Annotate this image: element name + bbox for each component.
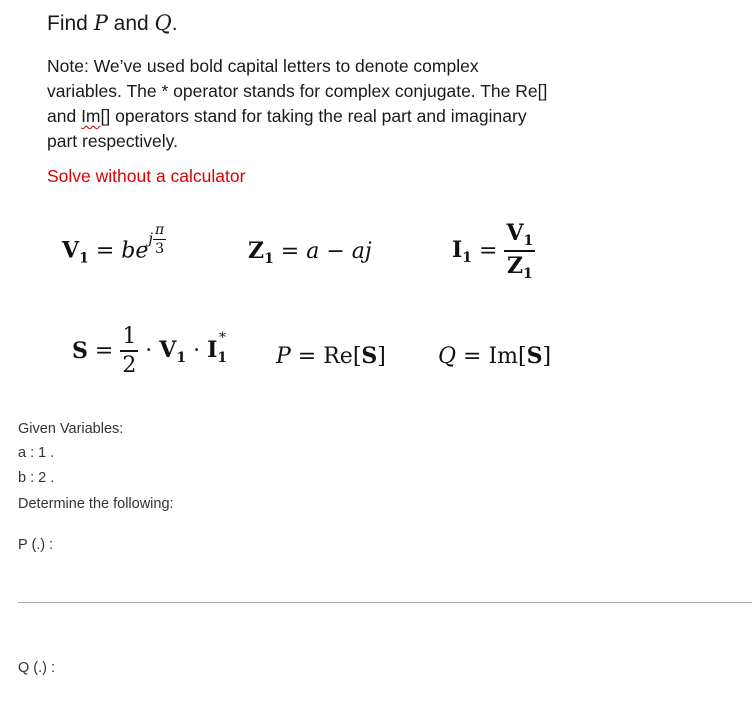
problem-title (47, 11, 178, 36)
determine-heading: Determine the following: (18, 496, 174, 512)
v1-exp-j: j (148, 229, 154, 248)
i1-den-sub: 1 (523, 266, 533, 282)
s-frac-den: 2 (122, 353, 137, 378)
note-line-3-post: operators stand for taking the real part and imaginary (110, 106, 527, 126)
z1-lhs-sub: 1 (264, 251, 274, 267)
given-b: b : 2 . (18, 470, 55, 486)
note-line-2: variables. The * operator stands for complex conjugate. The Re[] (47, 81, 548, 101)
z1-eq: = (273, 239, 307, 264)
z1-rhs: a − aj (306, 239, 372, 264)
v1-lhs: V (62, 237, 80, 264)
z1-lhs: Z (248, 238, 265, 264)
i1-num-sub: 1 (523, 233, 534, 249)
answer-p-label: P (.) : (18, 537, 54, 553)
title-q: Q (154, 11, 172, 35)
equation-i1 (452, 220, 535, 282)
equation-v1 (62, 222, 166, 271)
s-i-star: * (219, 329, 227, 346)
equation-s (72, 324, 227, 378)
title-p: P (93, 11, 108, 35)
title-suffix: . (171, 12, 178, 35)
i1-den (505, 252, 535, 282)
q-lhs: Q (438, 344, 457, 369)
note-line-3-pre: and (47, 106, 82, 126)
i1-lhs-group (452, 237, 472, 266)
given-heading: Given Variables: (18, 421, 124, 437)
p-arg: S (361, 343, 378, 369)
v1-base: be (121, 238, 149, 264)
v1-exp-den: 3 (155, 241, 165, 257)
equation-q (438, 343, 551, 369)
note-line-3-im: Im[] (81, 106, 111, 126)
v1-exp-frac (153, 222, 166, 257)
s-i: I (207, 336, 218, 363)
q-close: ] (542, 344, 552, 369)
s-dot-2: · (186, 338, 208, 364)
s-v-group (159, 336, 187, 366)
title-and: and (107, 12, 155, 35)
p-lhs: P (276, 344, 291, 369)
note-paragraph (47, 54, 647, 154)
i1-den-z: Z (506, 253, 524, 279)
note-line-4: part respectively. (47, 131, 178, 151)
answer-p-divider (18, 602, 752, 603)
v1-exponent (148, 222, 166, 257)
v1-exp-num: π (155, 222, 165, 238)
s-i-sub: 1 (217, 349, 228, 366)
q-arg: S (526, 343, 543, 369)
i1-num-v: V (506, 220, 524, 246)
note-line-3 (47, 104, 647, 129)
given-a: a : 1 . (18, 445, 55, 461)
v1-lhs-sub: 1 (79, 250, 89, 267)
q-eq: = Im[ (456, 344, 527, 369)
answer-q-label: Q (.) : (18, 660, 56, 676)
s-frac (120, 324, 138, 378)
equation-z1 (248, 238, 372, 267)
i1-lhs: I (452, 236, 463, 263)
note-line-1: Note: We’ve used bold capital letters to denote complex (47, 56, 479, 76)
equation-p (276, 343, 386, 369)
s-v: V (159, 336, 177, 363)
s-eq: = (87, 338, 121, 364)
s-i-group (207, 329, 228, 366)
i1-frac (504, 220, 535, 282)
i1-eq: = (472, 238, 505, 264)
i1-lhs-sub: 1 (462, 249, 473, 266)
instruction-text: Solve without a calculator (47, 166, 246, 186)
s-dot-1: · (138, 338, 160, 364)
p-close: ] (377, 344, 386, 369)
v1-eq: = (88, 238, 122, 264)
s-lhs: S (72, 338, 88, 364)
title-prefix: Find (47, 12, 94, 35)
p-eq: = Re[ (290, 344, 362, 369)
s-v-sub: 1 (176, 349, 187, 366)
i1-num (504, 220, 535, 252)
s-frac-num: 1 (120, 324, 138, 352)
